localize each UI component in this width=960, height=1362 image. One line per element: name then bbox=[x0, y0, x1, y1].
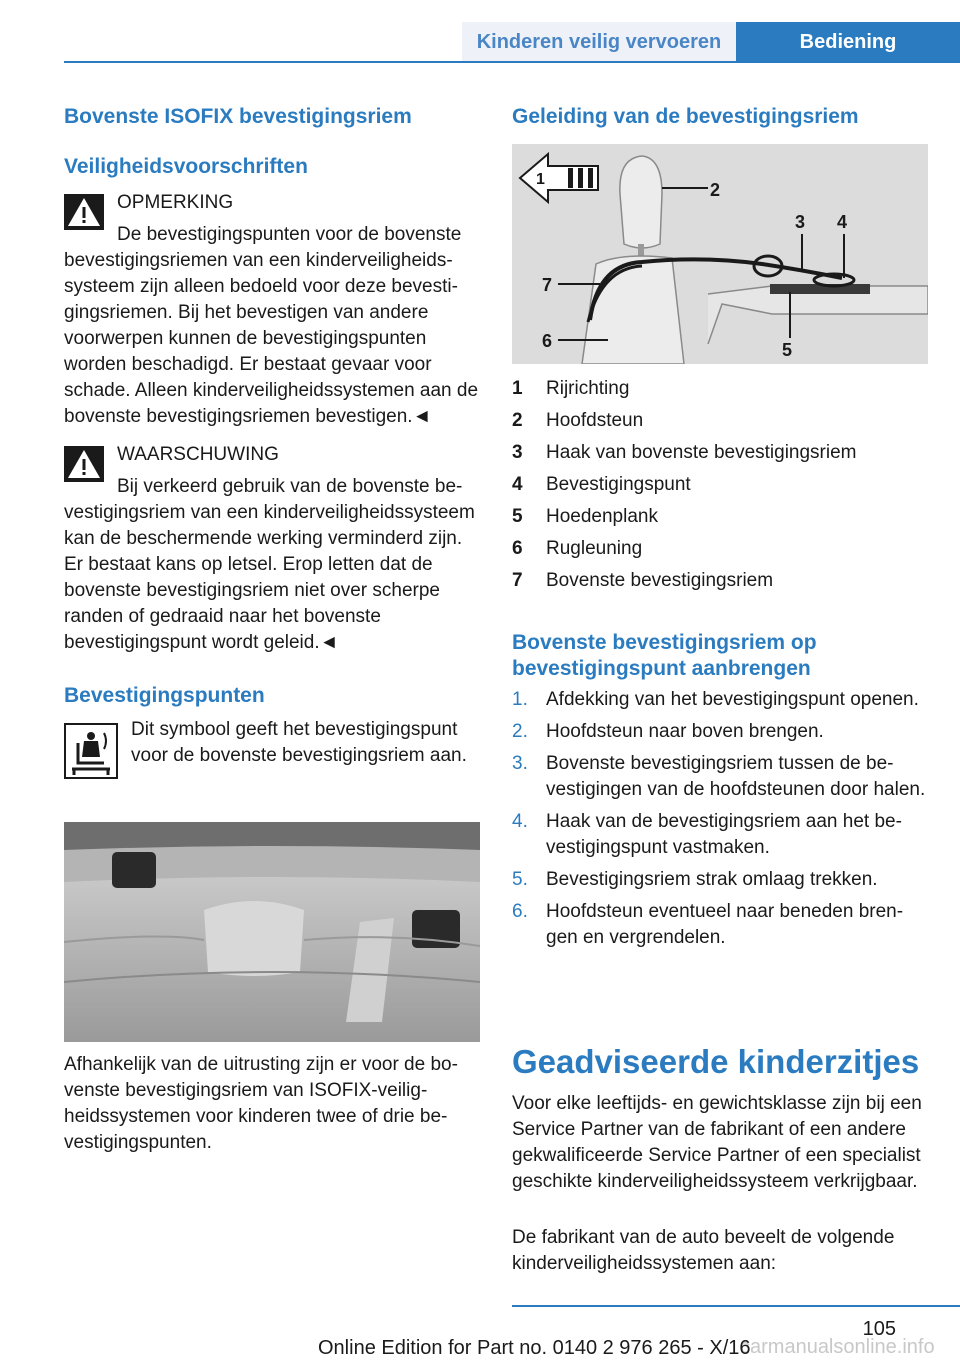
rear-seat-photo bbox=[64, 822, 480, 1042]
diagram-label-2: 2 bbox=[710, 180, 721, 200]
symbol-text: Dit symbool geeft het bevestigingspunt voor de bovenste bevestigingsriem aan. bbox=[131, 719, 467, 766]
note-block bbox=[64, 190, 480, 430]
diagram-label-4: 4 bbox=[837, 212, 848, 232]
symbol-block bbox=[64, 717, 480, 769]
recommended-paragraph-2: De fabrikant van de auto beveelt de volgende kinderveiligheidssystemen aan: bbox=[512, 1227, 895, 1274]
step-item: 6. Hoofdsteun eventueel naar beneden brengen en vergrendelen. bbox=[512, 901, 904, 948]
step-item: 4. Haak van de bevestigingsriem aan het bevestigingspunt vastmaken. bbox=[512, 811, 902, 858]
legend-item: 4 Bevestigingspunt bbox=[512, 474, 691, 495]
diagram-legend bbox=[512, 373, 928, 597]
legend-item: 3 Haak van bovenste bevestigingsriem bbox=[512, 442, 857, 463]
diagram-label-6: 6 bbox=[542, 331, 553, 351]
child-seat-anchor-icon bbox=[64, 723, 118, 779]
recommended-paragraph-1: Voor elke leeftijds- en gewichtsklasse zijn bij een Service Partner van de fabrikant of een andere gekwalificeerde Service Partner of een specialist geschikte kinderveiligheidssysteem verkrijgbaar. bbox=[512, 1093, 922, 1192]
mount-steps bbox=[512, 687, 928, 957]
diagram-label-5: 5 bbox=[782, 340, 793, 360]
watermark: carmanualsonline.info bbox=[740, 1336, 935, 1358]
header-rule bbox=[64, 61, 960, 63]
diagram-label-1: 1 bbox=[536, 171, 545, 188]
mount-heading: Bovenste bevestigingsriem op bevestigingspunt aanbrengen bbox=[512, 631, 817, 680]
points-heading: Bevestigingspunten bbox=[64, 684, 265, 707]
belt-routing-diagram bbox=[512, 144, 928, 364]
step-item: 1. Afdekking van het bevestigingspunt openen. bbox=[512, 689, 919, 710]
guide-heading: Geleiding van de bevestigingsriem bbox=[512, 105, 859, 128]
warning-triangle-icon bbox=[64, 194, 104, 230]
safety-heading: Veiligheidsvoorschriften bbox=[64, 155, 308, 178]
legend-item: 5 Hoedenplank bbox=[512, 506, 658, 527]
header-section-tab: Kinderen veilig vervoeren bbox=[462, 22, 736, 62]
footer-rule bbox=[512, 1305, 960, 1307]
edition-line: Online Edition for Part no. 0140 2 976 265 - X/16 bbox=[318, 1337, 751, 1359]
legend-item: 2 Hoofdsteun bbox=[512, 410, 644, 431]
diagram-label-3: 3 bbox=[795, 212, 806, 232]
legend-item: 1 Rijrichting bbox=[512, 378, 630, 399]
step-item: 3. Bovenste bevestigingsriem tussen de bevestigingen van de hoofdsteunen door halen. bbox=[512, 753, 926, 800]
step-item: 2. Hoofdsteun naar boven brengen. bbox=[512, 721, 824, 742]
section-title: Bovenste ISOFIX bevestigingsriem bbox=[64, 105, 412, 128]
warning-label: WAARSCHUWING bbox=[117, 444, 279, 465]
page-number: 105 bbox=[862, 1318, 896, 1340]
note-label: OPMERKING bbox=[117, 192, 234, 213]
note-text: De bevestigingspunten voor de bovenste bevestigingsriemen van een kinderveiligheidssysteem zijn alleen bedoeld voor deze bevestigingsriemen. Bij het bevestigen van andere voorwerpen kunnen de bevestigingspunten worden beschadigd. Er bestaat gevaar voor schade. Alleen kinderveiligheidssystemen aan de bovenste bevestigingsriemen bevestigen.◄ bbox=[64, 224, 479, 427]
warning-block bbox=[64, 442, 480, 656]
header-chapter-tab: Bediening bbox=[736, 22, 960, 62]
photo-caption: Afhankelijk van de uitrusting zijn er voor de bovenste bevestigingsriem van ISOFIX-veiligheidssystemen voor kinderen twee of drie bevestigingspunten. bbox=[64, 1054, 458, 1153]
diagram-label-7: 7 bbox=[542, 275, 553, 295]
recommended-heading: Geadviseerde kinderzitjes bbox=[512, 1043, 920, 1080]
legend-item: 7 Bovenste bevestigingsriem bbox=[512, 570, 774, 591]
legend-item: 6 Rugleuning bbox=[512, 538, 643, 559]
step-item: 5. Bevestigingsriem strak omlaag trekken. bbox=[512, 869, 878, 890]
warning-text: Bij verkeerd gebruik van de bovenste bevestigingsriem van een kinderveiligheidssysteem kan de beschermende werking verminderd zijn. Er bestaat kans op letsel. Erop letten dat de bovenste bevestigingsriem niet over scherpe randen of gedraaid naar het bovenste bevestigingspunt wordt geleid.◄ bbox=[64, 476, 475, 653]
warning-triangle-icon bbox=[64, 446, 104, 482]
